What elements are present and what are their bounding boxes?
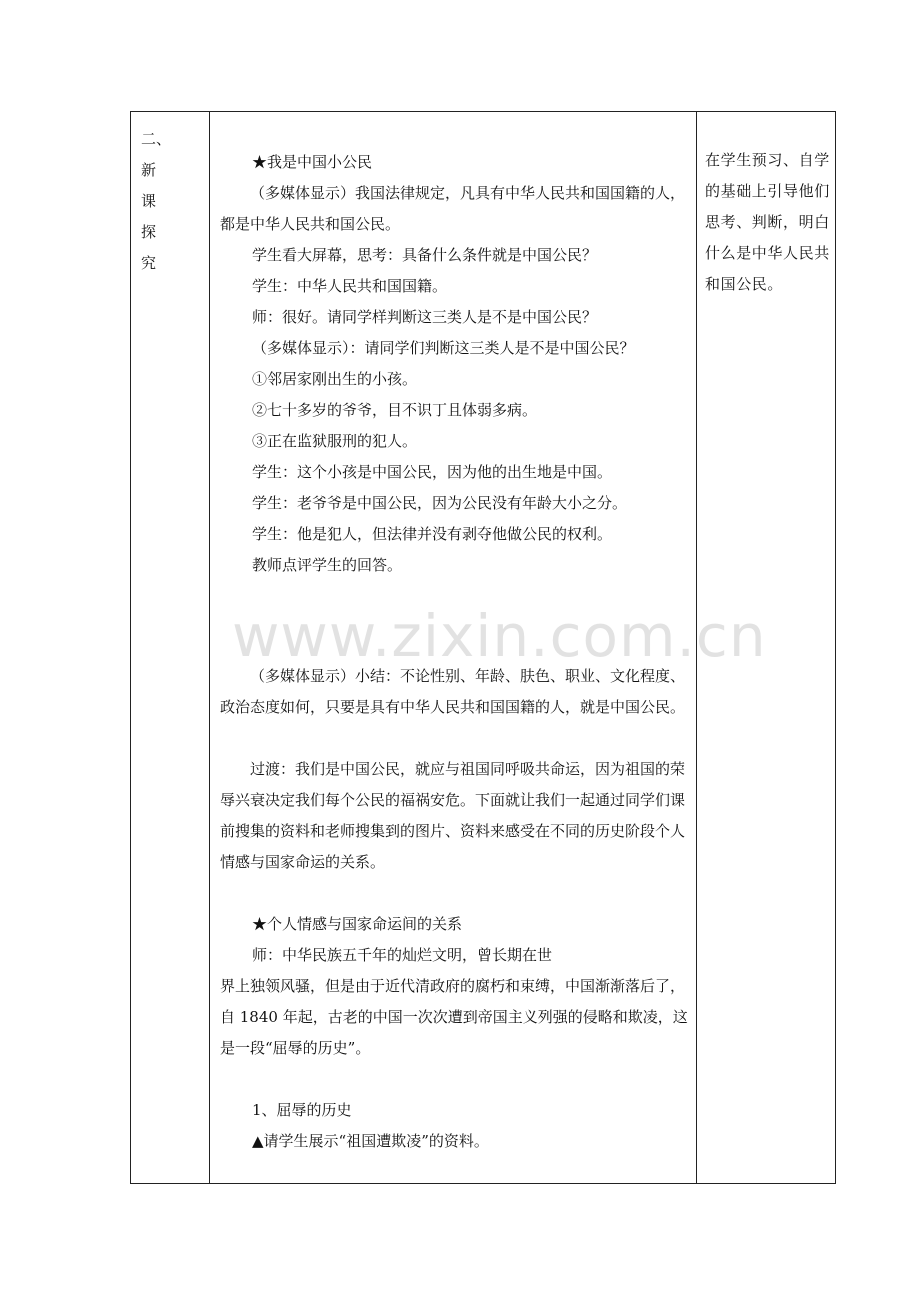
paragraph: 学生：他是犯人，但法律并没有剥夺他做公民的权利。: [252, 525, 613, 543]
paragraph: （多媒体显示）：请同学们判断这三类人是不是中国公民？: [252, 339, 635, 357]
paragraph: ▲请学生展示“祖国遭欺凌”的资料。: [252, 1132, 489, 1150]
watermark: www.zixin.com.cn: [232, 602, 767, 670]
lesson-content: [220, 147, 690, 1157]
paragraph: 师：很好。请同学样判断这三类人是不是中国公民？: [252, 308, 598, 326]
paragraph: 学生看大屏幕，思考：具备什么条件就是中国公民？: [252, 246, 598, 264]
paragraph: 界上独领风骚，但是由于近代清政府的腐朽和束缚，中国渐渐落后了，自 1840 年起，古老的中国一次次遭到帝国主义列强的侵略和欺凌，这是一段“屈辱的历史”。: [220, 977, 688, 1057]
transition-paragraph: 过渡：我们是中国公民，就应与祖国同呼吸共命运，因为祖国的荣辱兴衰决定我们每个公民的福祸安危。下面就让我们一起通过同学们课前搜集的资料和老师搜集到的图片、资料来感受在不同的历史阶段个人情感与国家命运的关系。: [220, 760, 686, 871]
paragraph: 学生：中华人民共和国国籍。: [252, 277, 448, 295]
paragraph: 学生：这个小孩是中国公民，因为他的出生地是中国。: [252, 463, 613, 481]
teaching-notes: 在学生预习、自学的基础上引导他们思考、判断，明白什么是中华人民共和国公民。: [705, 151, 830, 293]
section-number: 二、: [141, 130, 172, 148]
list-item: ①邻居家刚出生的小孩。: [252, 370, 418, 388]
section-char: 究: [141, 254, 157, 272]
content-cell: [210, 112, 696, 1183]
notes-cell: [697, 112, 837, 1183]
section-cell: [131, 112, 209, 1183]
heading-citizen: ★我是中国小公民: [252, 153, 373, 171]
lesson-table: [130, 111, 836, 1184]
section-label: [141, 124, 171, 279]
section-char: 新: [141, 161, 157, 179]
summary-paragraph: （多媒体显示）小结：不论性别、年龄、肤色、职业、文化程度、政治态度如何，只要是具有中华人民共和国国籍的人，就是中国公民。: [220, 667, 686, 716]
subheading: 1、屈辱的历史: [252, 1101, 352, 1119]
list-item: ③正在监狱服刑的犯人。: [252, 432, 418, 450]
paragraph: 教师点评学生的回答。: [252, 556, 403, 574]
paragraph: 师：中华民族五千年的灿烂文明，曾长期在世: [252, 946, 553, 964]
list-item: ②七十多岁的爷爷，目不识丁且体弱多病。: [252, 401, 538, 419]
section-char: 课: [141, 192, 157, 210]
section-char: 探: [141, 223, 157, 241]
paragraph: （多媒体显示）我国法律规定，凡具有中华人民共和国国籍的人，都是中华人民共和国公民。: [220, 184, 686, 233]
heading-relation: ★个人情感与国家命运间的关系: [252, 915, 463, 933]
paragraph: 学生：老爷爷是中国公民，因为公民没有年龄大小之分。: [252, 494, 628, 512]
